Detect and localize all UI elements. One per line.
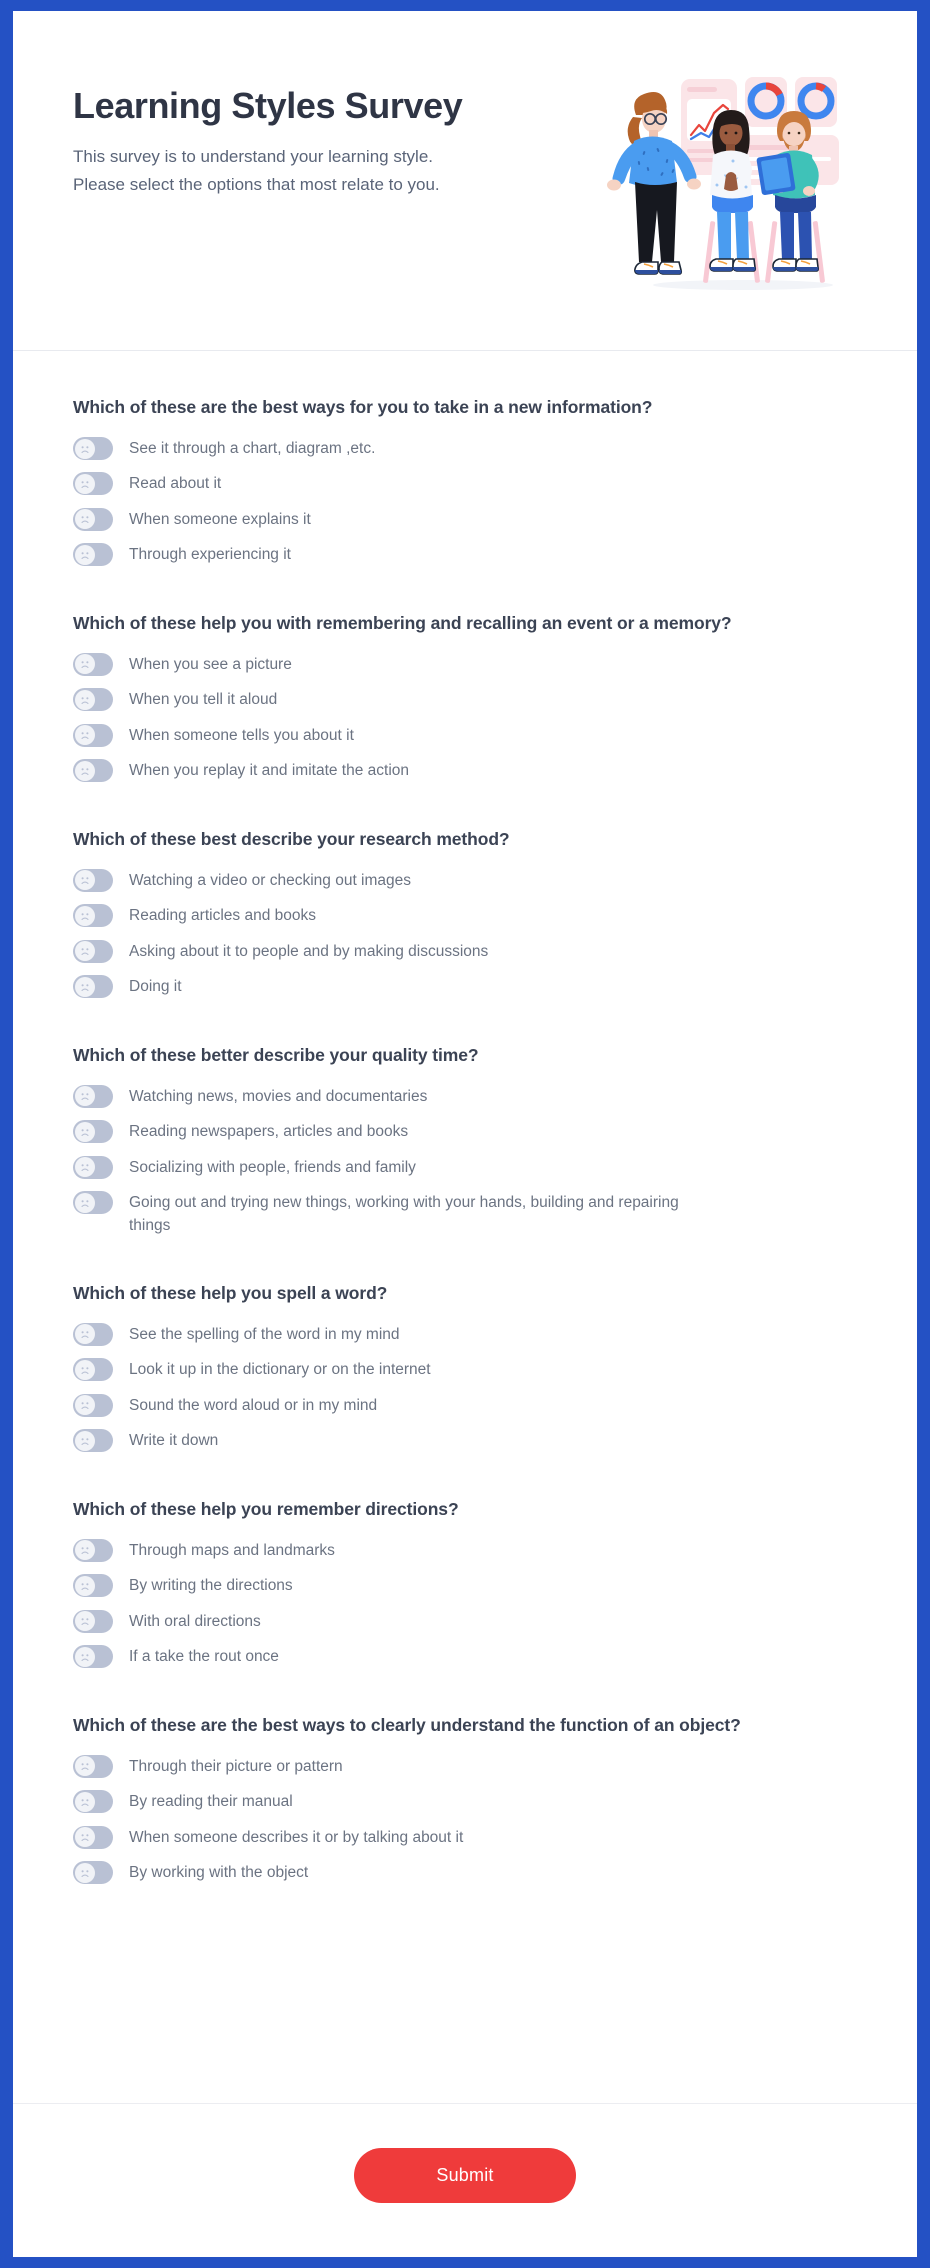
- option-label-2-2: When you tell it aloud: [129, 691, 278, 709]
- toggle-switch-4-3[interactable]: [73, 1156, 113, 1179]
- survey-description: This survey is to understand your learning style. Please select the options that most relate to you.: [73, 147, 440, 194]
- question-block-3: [73, 829, 857, 999]
- option-label-2-4: When you replay it and imitate the action: [129, 762, 410, 780]
- option-row-7-3[interactable]: [73, 1825, 857, 1849]
- sad-face-icon: [75, 941, 95, 961]
- toggle-switch-1-3[interactable]: [73, 508, 113, 531]
- sad-face-icon: [75, 977, 95, 997]
- option-label-4-1: Watching news, movies and documentaries: [129, 1087, 428, 1105]
- option-row-5-4[interactable]: [73, 1428, 857, 1452]
- toggle-switch-5-1[interactable]: [73, 1323, 113, 1346]
- toggle-switch-7-1[interactable]: [73, 1755, 113, 1778]
- people-learning-with-charts-illustration: [573, 69, 843, 304]
- sad-face-icon: [75, 906, 95, 926]
- sad-face-icon: [75, 1576, 95, 1596]
- sad-face-icon: [75, 690, 95, 710]
- option-row-3-2[interactable]: [73, 903, 857, 927]
- option-label-3-3: Asking about it to people and by making discussions: [129, 942, 489, 960]
- question-title-2: Which of these help you with remembering and recalling an event or a memory?: [73, 612, 732, 633]
- sad-face-icon: [75, 1863, 95, 1883]
- sad-face-icon: [75, 1792, 95, 1812]
- page-title: Learning Styles Survey: [73, 85, 463, 126]
- sad-face-icon: [75, 1157, 95, 1177]
- question-block-5: [73, 1283, 857, 1453]
- option-row-1-1[interactable]: [73, 436, 857, 460]
- question-title-1: Which of these are the best ways for you to take in a new information?: [73, 397, 653, 417]
- question-block-2: [73, 613, 857, 783]
- sad-face-icon: [75, 1647, 95, 1667]
- sad-face-icon: [75, 439, 95, 459]
- option-label-5-3: Sound the word aloud or in my mind: [129, 1396, 378, 1414]
- option-row-7-4[interactable]: [73, 1860, 857, 1884]
- question-title-3: Which of these best describe your research method?: [73, 828, 510, 849]
- sad-face-icon: [75, 1611, 95, 1631]
- option-row-1-4[interactable]: [73, 542, 857, 566]
- option-label-6-4: If a take the rout once: [129, 1648, 279, 1666]
- option-label-7-4: By working with the object: [129, 1864, 309, 1882]
- sad-face-icon: [75, 1086, 95, 1106]
- option-row-4-2[interactable]: [73, 1119, 857, 1143]
- option-row-1-3[interactable]: [73, 507, 857, 531]
- option-row-5-3[interactable]: [73, 1393, 857, 1417]
- sad-face-icon: [75, 654, 95, 674]
- toggle-switch-1-4[interactable]: [73, 543, 113, 566]
- toggle-switch-5-3[interactable]: [73, 1394, 113, 1417]
- option-row-5-2[interactable]: [73, 1357, 857, 1381]
- option-row-2-1[interactable]: [73, 652, 857, 676]
- toggle-switch-6-4[interactable]: [73, 1645, 113, 1668]
- question-title-4: Which of these better describe your quality time?: [73, 1044, 479, 1065]
- toggle-switch-1-2[interactable]: [73, 472, 113, 495]
- option-label-7-1: Through their picture or pattern: [129, 1757, 343, 1775]
- option-label-1-3: When someone explains it: [129, 510, 311, 528]
- option-row-4-3[interactable]: [73, 1155, 857, 1179]
- option-row-7-2[interactable]: [73, 1789, 857, 1813]
- sad-face-icon: [75, 1122, 95, 1142]
- option-label-2-1: When you see a picture: [129, 655, 292, 673]
- option-row-2-4[interactable]: [73, 758, 857, 782]
- toggle-switch-3-1[interactable]: [73, 869, 113, 892]
- option-row-6-4[interactable]: [73, 1644, 857, 1668]
- question-block-1: [73, 397, 857, 567]
- option-row-3-4[interactable]: [73, 974, 857, 998]
- toggle-switch-6-1[interactable]: [73, 1539, 113, 1562]
- toggle-switch-4-1[interactable]: [73, 1085, 113, 1108]
- option-row-6-2[interactable]: [73, 1573, 857, 1597]
- option-row-6-1[interactable]: [73, 1538, 857, 1562]
- toggle-switch-2-4[interactable]: [73, 759, 113, 782]
- sad-face-icon: [75, 1324, 95, 1344]
- option-label-7-2: By reading their manual: [129, 1793, 293, 1811]
- option-label-3-1: Watching a video or checking out images: [129, 871, 412, 889]
- sad-face-icon: [75, 870, 95, 890]
- sad-face-icon: [75, 761, 95, 781]
- toggle-switch-5-4[interactable]: [73, 1429, 113, 1452]
- survey-footer: [13, 2104, 917, 2257]
- option-label-5-4: Write it down: [129, 1432, 219, 1450]
- sad-face-icon: [75, 474, 95, 494]
- toggle-switch-7-4[interactable]: [73, 1861, 113, 1884]
- sad-face-icon: [75, 509, 95, 529]
- option-label-6-3: With oral directions: [129, 1612, 261, 1630]
- toggle-switch-7-3[interactable]: [73, 1826, 113, 1849]
- toggle-switch-3-3[interactable]: [73, 940, 113, 963]
- question-title-5: Which of these help you spell a word?: [73, 1282, 388, 1303]
- toggle-switch-3-2[interactable]: [73, 904, 113, 927]
- option-row-2-3[interactable]: [73, 723, 857, 747]
- toggle-switch-4-4[interactable]: [73, 1191, 113, 1214]
- toggle-switch-2-3[interactable]: [73, 724, 113, 747]
- toggle-switch-5-2[interactable]: [73, 1358, 113, 1381]
- header-text-group: [73, 63, 473, 199]
- option-label-2-3: When someone tells you about it: [129, 726, 354, 744]
- sad-face-icon: [75, 1193, 95, 1213]
- toggle-switch-6-3[interactable]: [73, 1610, 113, 1633]
- question-block-4: [73, 1045, 857, 1237]
- option-row-1-2[interactable]: [73, 471, 857, 495]
- option-row-4-1[interactable]: [73, 1084, 857, 1108]
- survey-card: [13, 11, 917, 2257]
- question-title-7: Which of these are the best ways to clearly understand the function of an object?: [73, 1714, 741, 1735]
- toggle-switch-6-2[interactable]: [73, 1574, 113, 1597]
- toggle-switch-7-2[interactable]: [73, 1790, 113, 1813]
- questions-area: [13, 351, 917, 2104]
- option-row-4-4[interactable]: [73, 1190, 857, 1237]
- submit-button[interactable]: Submit: [354, 2148, 576, 2203]
- survey-header: [13, 11, 917, 351]
- option-row-5-1[interactable]: [73, 1322, 857, 1346]
- sad-face-icon: [75, 545, 95, 565]
- option-row-6-3[interactable]: [73, 1609, 857, 1633]
- option-row-3-1[interactable]: [73, 868, 857, 892]
- toggle-switch-1-1[interactable]: [73, 437, 113, 460]
- question-block-6: [73, 1499, 857, 1669]
- option-row-2-2[interactable]: [73, 687, 857, 711]
- option-label-6-2: By writing the directions: [129, 1577, 293, 1595]
- option-label-6-1: Through maps and landmarks: [129, 1541, 335, 1559]
- sad-face-icon: [75, 725, 95, 745]
- toggle-switch-2-2[interactable]: [73, 688, 113, 711]
- option-label-5-1: See the spelling of the word in my mind: [129, 1325, 400, 1343]
- option-row-3-3[interactable]: [73, 939, 857, 963]
- sad-face-icon: [75, 1395, 95, 1415]
- sad-face-icon: [75, 1360, 95, 1380]
- option-label-4-3: Socializing with people, friends and family: [129, 1158, 416, 1176]
- option-label-1-2: Read about it: [129, 475, 222, 493]
- option-row-7-1[interactable]: [73, 1754, 857, 1778]
- question-title-6: Which of these help you remember directions?: [73, 1498, 459, 1519]
- option-label-4-4: Going out and trying new things, working with your hands, building and repairing things: [129, 1194, 679, 1234]
- sad-face-icon: [75, 1827, 95, 1847]
- option-label-3-4: Doing it: [129, 978, 182, 996]
- toggle-switch-4-2[interactable]: [73, 1120, 113, 1143]
- option-label-3-2: Reading articles and books: [129, 907, 316, 925]
- option-label-1-1: See it through a chart, diagram ,etc.: [129, 440, 376, 457]
- option-label-5-2: Look it up in the dictionary or on the internet: [129, 1361, 431, 1379]
- option-label-1-4: Through experiencing it: [129, 546, 291, 564]
- sad-face-icon: [75, 1431, 95, 1451]
- toggle-switch-2-1[interactable]: [73, 653, 113, 676]
- option-label-7-3: When someone describes it or by talking about it: [129, 1828, 464, 1846]
- sad-face-icon: [75, 1540, 95, 1560]
- question-block-7: [73, 1715, 857, 1885]
- toggle-switch-3-4[interactable]: [73, 975, 113, 998]
- option-label-4-2: Reading newspapers, articles and books: [129, 1123, 409, 1141]
- sad-face-icon: [75, 1756, 95, 1776]
